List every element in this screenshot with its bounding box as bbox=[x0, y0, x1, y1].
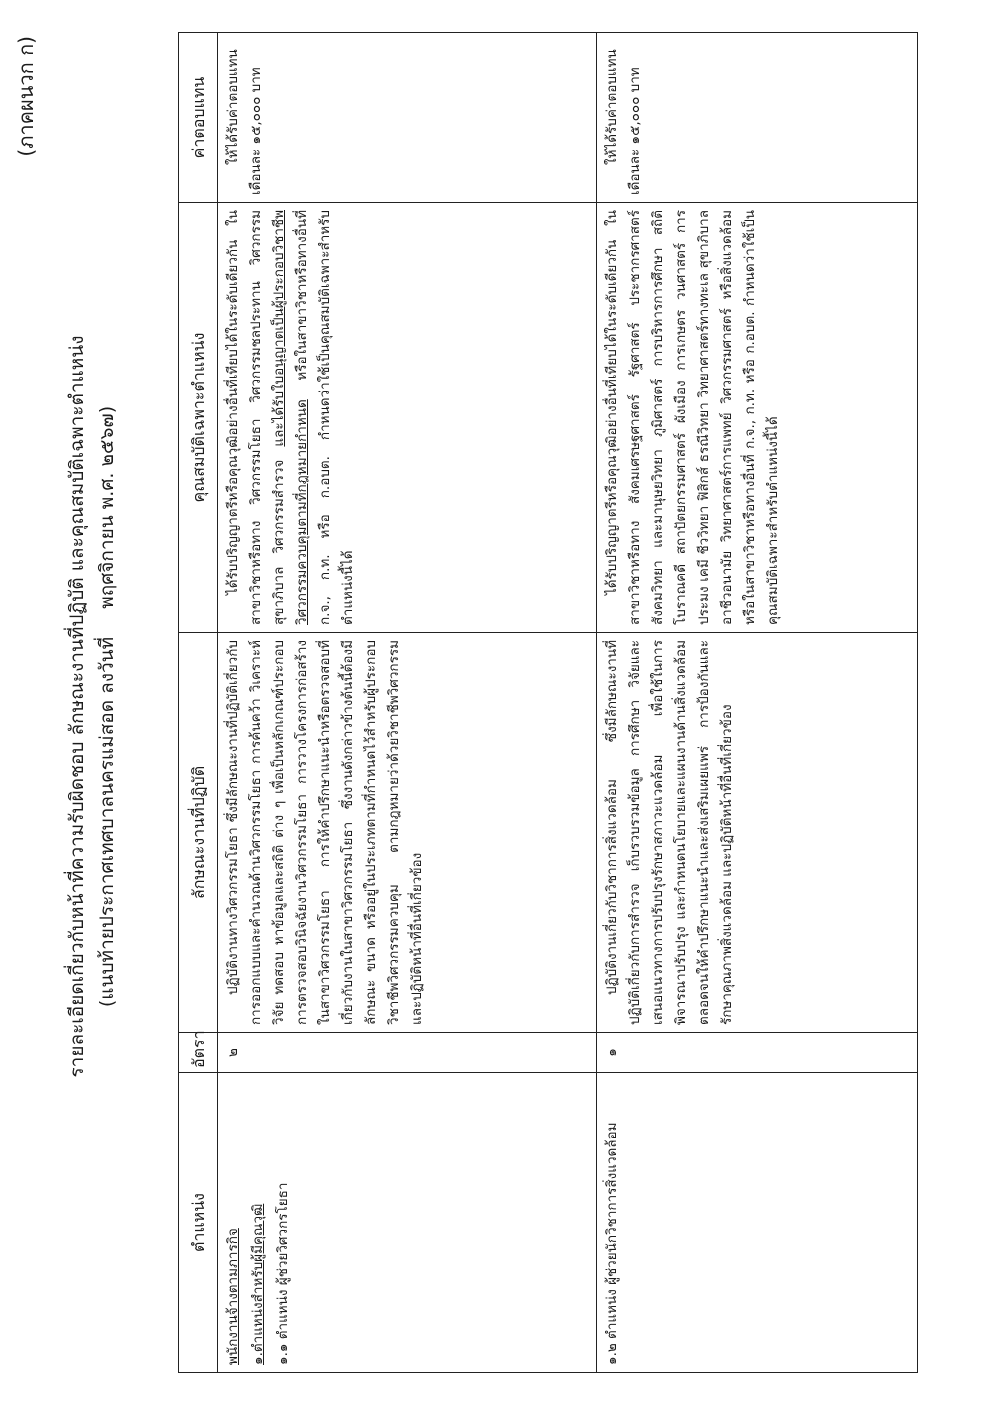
position-name: ๑.๑ ตำแหน่ง ผู้ช่วยวิศวกรโยธา bbox=[275, 1182, 291, 1365]
heading-line-2b: พฤศจิกายน พ.ศ. ๒๕๖๗) bbox=[96, 405, 118, 609]
rate-cell: ๒ bbox=[218, 1033, 597, 1073]
qualifications-text-b: หรือในสาขาวิชาหรือทางอื่นที่ ก.จ., ก.ท. หรือ ก.อบต. กำหนดว่าใช้เป็นคุณสมบัติเฉพาะสำหรับตำแหน่งนี้ได้ bbox=[294, 210, 356, 625]
table-row bbox=[597, 33, 918, 1373]
rate-cell: ๑ bbox=[597, 1033, 918, 1073]
heading-line-2a: (แนบท้ายประกาศเทศบาลนครแม่สอด ลงวันที่ bbox=[96, 636, 118, 1008]
header-rate: อัตรา bbox=[179, 1033, 218, 1073]
position-cell bbox=[218, 1073, 597, 1373]
group-title: พนักงานจ้างตามภารกิจ bbox=[225, 1228, 241, 1365]
positions-table bbox=[178, 32, 918, 1373]
duties-text: ปฏิบัติงานทางวิศวกรรมโยธา ซึ่งมีลักษณะงานที่ปฏิบัติเกี่ยวกับการออกแบบและคำนวณด้านวิศวกรรมโยธา การค้นคว้า วิเคราะห์วิจัย ทดสอบ หาข้อมูลและสถิติ ต่าง ๆ เพื่อเป็นหลักเกณฑ์ประกอบการตรวจสอบวินิจฉัยงานวิศวกรรมโยธา การวางโครงการก่อสร้างในสาขาวิศวกรรมโยธา การให้คำปรึกษาแนะนำหรือตรวจสอบที่เกี่ยวกับงานในสาขาวิศวกรรมโยธา ซึ่งงานดังกล่าวข้างต้นนี้ต้องมีลักษณะ ขนาด หรืออยู่ในประเภทตามที่กำหนดไว้สำหรับผู้ประกอบวิชาชีพวิศวกรรมควบคุม ตามกฎหมายว่าด้วยวิชาชีพวิศวกรรม และปฏิบัติหน้าที่อื่นที่เกี่ยวข้อง bbox=[225, 640, 425, 1025]
heading-line-2 bbox=[92, 0, 122, 1413]
pay-text: ให้ได้รับค่าตอบแทนเดือนละ ๑๕,๐๐๐ บาท bbox=[225, 49, 264, 195]
subgroup-title: ๑.ตำแหน่งสำหรับผู้มีคุณวุฒิ bbox=[250, 1203, 266, 1365]
pay-cell bbox=[218, 33, 597, 203]
header-duties: ลักษณะงานที่ปฏิบัติ bbox=[179, 633, 218, 1033]
table-row bbox=[218, 33, 597, 1373]
header-qualifications: คุณสมบัติเฉพาะตำแหน่ง bbox=[179, 203, 218, 633]
duties-text: ปฏิบัติงานเกี่ยวกับวิชาการสิ่งแวดล้อม ซึ่งมีลักษณะงานที่ปฏิบัติเกี่ยวกับการสำรวจ เก็บรวบรวมข้อมูล การศึกษา วิจัยและเสนอแนวทางการปรับปรุงรักษาสภาวะแวดล้อม เพื่อใช้ในการพิจารณาปรับปรุง และกำหนดนโยบายและแผนงานด้านสิ่งแวดล้อม ตลอดจนให้คำปรึกษาแนะนำและส่งเสริมเผยแพร่ การป้องกันและรักษาคุณภาพสิ่งแวดล้อม และปฏิบัติหน้าที่อื่นที่เกี่ยวข้อง bbox=[604, 640, 735, 1025]
heading-line-1: รายละเอียดเกี่ยวกับหน้าที่ความรับผิดชอบ ลักษณะงานที่ปฏิบัติ และคุณสมบัติเฉพาะตำแหน่ง bbox=[66, 335, 88, 1078]
table-header-row bbox=[179, 33, 218, 1373]
duties-cell bbox=[218, 633, 597, 1033]
qualifications-cell bbox=[597, 203, 918, 633]
qualifications-text: ได้รับปริญญาตรีหรือคุณวุฒิอย่างอื่นที่เทียบได้ในระดับเดียวกัน ในสาขาวิชาหรือทาง สังคมเศรษฐศาสตร์ รัฐศาสตร์ ประชากรศาสตร์ สังคมวิทยา และมานุษยวิทยา ภูมิศาสตร์ การบริหารการศึกษา สถิติ โบราณคดี สถาปัตยกรรมศาสตร์ ผังเมือง การเกษตร วนศาสตร์ การประมง เคมี ชีววิทยา ฟิสิกส์ ธรณีวิทยา วิทยาศาสตร์ทางทะเล สุขาภิบาล อาชีวอนามัย วิทยาศาสตร์การแพทย์ วิศวกรรมศาสตร์ หรือสิ่งแวดล้อม หรือในสาขาวิชาหรือทางอื่นที่ ก.จ., ก.ท. หรือ ก.อบต. กำหนดว่าใช้เป็นคุณสมบัติเฉพาะสำหรับตำแหน่งนี้ได้ bbox=[604, 210, 781, 625]
qualifications-text-a: ได้รับปริญญาตรีหรือคุณวุฒิอย่างอื่นที่เทียบได้ในระดับเดียวกัน ในสาขาวิชาหรือทาง วิศวกรรมโยธา วิศวกรรมชลประทาน วิศวกรรมสุขาภิบาล วิศวกรรมสำรวจ bbox=[225, 210, 287, 625]
duties-cell bbox=[597, 633, 918, 1033]
qualifications-cell bbox=[218, 203, 597, 633]
header-position: ตำแหน่ง bbox=[179, 1073, 218, 1373]
qualifications-text-underlined: และได้รับใบอนุญาตเป็นผู้ประกอบวิชาชีพวิศวกรรมควบคุมตามที่กฎหมายกำหนด bbox=[271, 210, 310, 625]
qualifications-text bbox=[222, 210, 360, 625]
document-heading bbox=[62, 0, 122, 1413]
pay-text: ให้ได้รับค่าตอบแทนเดือนละ ๑๕,๐๐๐ บาท bbox=[604, 49, 643, 195]
position-name: ๑.๒ ตำแหน่ง ผู้ช่วยนักวิชาการสิ่งแวดล้อม bbox=[604, 1122, 620, 1365]
pay-cell bbox=[597, 33, 918, 203]
annex-label: (ภาคผนวก ก) bbox=[14, 36, 38, 157]
header-pay: ค่าตอบแทน bbox=[179, 33, 218, 203]
position-cell bbox=[597, 1073, 918, 1373]
